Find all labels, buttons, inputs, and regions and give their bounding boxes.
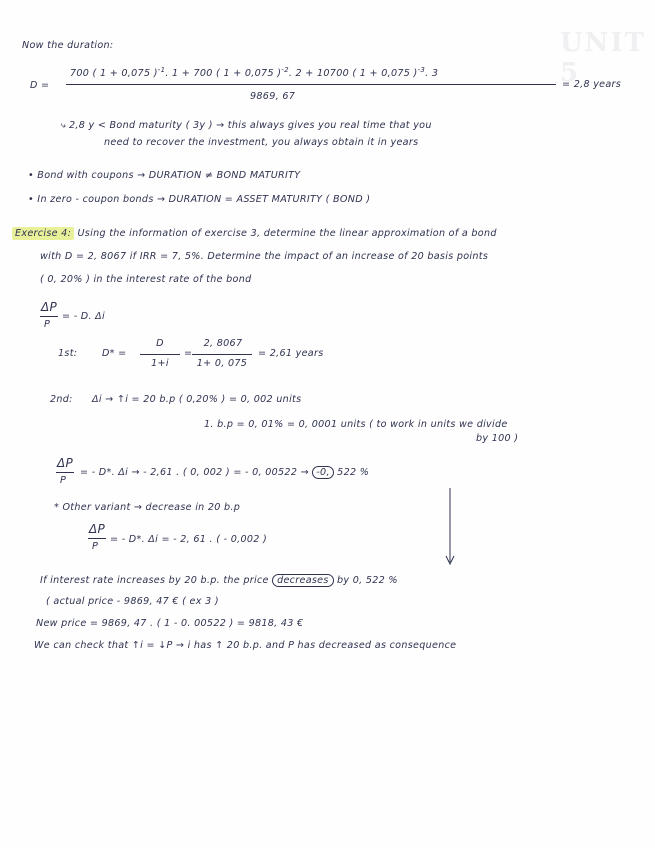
page-header: Now the duration: xyxy=(22,40,114,51)
eq2-circled: -0, xyxy=(312,466,334,479)
bullet-2: • In zero - coupon bonds → DURATION = ASSET MATURITY ( BOND ) xyxy=(28,194,371,205)
duration-lhs: D = xyxy=(30,80,50,91)
exercise-line-2: with D = 2, 8067 if IRR = 7, 5%. Determine the impact of an increase of 20 basis points xyxy=(40,251,489,262)
down-arrow-icon xyxy=(444,488,456,570)
eq2-numerator: ΔP xyxy=(56,456,74,470)
step2-label: 2nd: xyxy=(50,394,73,405)
exercise-line-1: Exercise 4: Using the information of exercise 3, determine the linear approximation of a bond xyxy=(12,228,497,239)
eq1-denominator: P xyxy=(44,319,51,330)
conclusion-line-1: If interest rate increases by 20 b.p. the price decreases by 0, 522 % xyxy=(40,575,398,586)
step1-eq: = xyxy=(184,348,193,359)
eq2-bar xyxy=(56,472,74,473)
step1-frac1-bar xyxy=(140,354,180,355)
note-line-2: need to recover the investment, you always obtain it in years xyxy=(104,137,419,148)
step2-line-2: 1. b.p = 0, 01% = 0, 0001 units ( to work in units we divide xyxy=(204,419,508,430)
other-denominator: P xyxy=(92,541,99,552)
exercise-label: Exercise 4: xyxy=(12,227,74,240)
bullet-1: • Bond with coupons → DURATION ≠ BOND MATURITY xyxy=(28,170,301,181)
step1-frac1-den: 1+i xyxy=(151,358,169,369)
step1-label: 1st: xyxy=(58,348,78,359)
duration-numerator: 700 ( 1 + 0,075 )$^{-1}$. 1 + 700 ( 1 + 0,075 )$^{-2}$. 2 + 10700 ( 1 + 0,075 )$^{-3}$. 3 xyxy=(70,66,439,80)
eq1-numerator: ΔP xyxy=(40,300,58,314)
decreases-circled: decreases xyxy=(272,574,334,587)
other-bar xyxy=(88,538,106,539)
eq1-bar xyxy=(40,316,58,317)
step1-result: = 2,61 years xyxy=(258,348,324,359)
other-numerator: ΔP xyxy=(88,522,106,536)
step2-line-3: by 100 ) xyxy=(476,433,519,444)
eq2-rhs: = - D*. Δi → - 2,61 . ( 0, 002 ) = - 0, 00522 → -0, 522 % xyxy=(80,467,370,478)
duration-result: = 2,8 years xyxy=(562,79,622,90)
bleed-through-text: UNIT 5 xyxy=(560,28,646,88)
exercise-line-3: ( 0, 20% ) in the interest rate of the bond xyxy=(40,274,252,285)
step1-frac2-den: 1+ 0, 075 xyxy=(196,358,248,369)
conclusion-line-3: New price = 9869, 47 . ( 1 - 0. 00522 ) = 9818, 43 € xyxy=(36,618,304,629)
duration-fraction-bar xyxy=(66,84,556,85)
note-line-1: ⤷ 2,8 y < Bond maturity ( 3y ) → this always gives you real time that you xyxy=(60,120,432,131)
step1-frac2-num: 2, 8067 xyxy=(203,338,243,349)
other-rhs: = - D*. Δi = - 2, 61 . ( - 0,002 ) xyxy=(110,534,268,545)
step2-line-1: Δi → ↑i = 20 b.p ( 0,20% ) = 0, 002 units xyxy=(92,394,302,405)
step1-frac2-bar xyxy=(192,354,252,355)
step1-frac1-num: D xyxy=(156,338,164,349)
eq1-rhs: = - D. Δi xyxy=(62,311,106,322)
conclusion-line-2: ( actual price - 9869, 47 € ( ex 3 ) xyxy=(46,596,219,607)
duration-denominator: 9869, 67 xyxy=(250,91,296,102)
other-variant-line: * Other variant → decrease in 20 b.p xyxy=(54,502,241,513)
eq2-denominator: P xyxy=(60,475,67,486)
conclusion-line-4: We can check that ↑i = ↓P → i has ↑ 20 b.p. and P has decreased as consequence xyxy=(34,640,457,651)
step1-lhs: D* = xyxy=(102,348,127,359)
